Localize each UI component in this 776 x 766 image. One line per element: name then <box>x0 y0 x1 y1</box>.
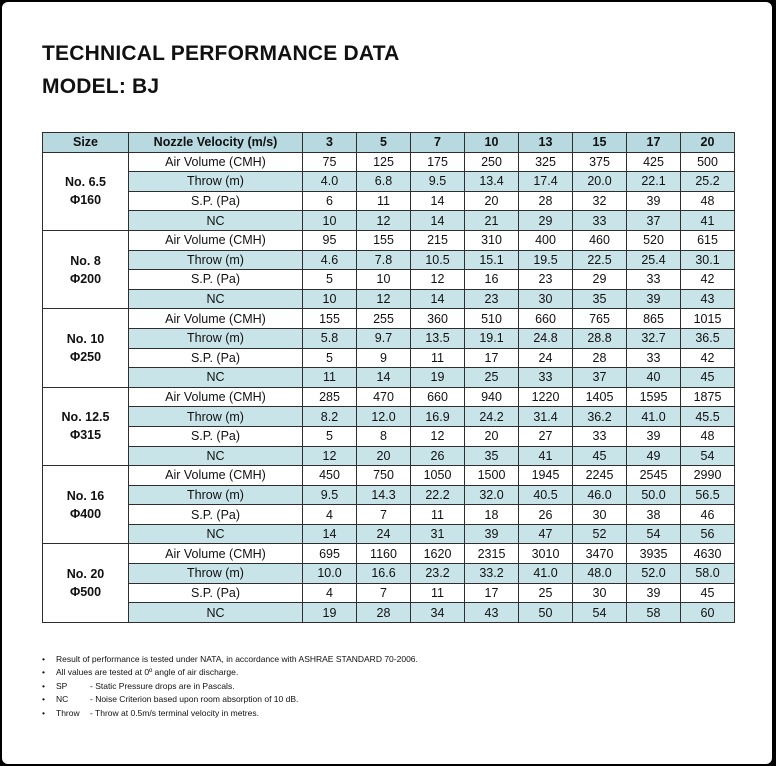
size-number: No. 6.5 <box>65 175 106 190</box>
value-cell: 45.5 <box>681 407 735 427</box>
value-cell: 50 <box>519 603 573 623</box>
value-cell: 16.6 <box>357 564 411 584</box>
value-cell: 24.2 <box>465 407 519 427</box>
value-cell: 42 <box>681 348 735 368</box>
value-cell: 47 <box>519 524 573 544</box>
footnote-item <box>42 653 418 666</box>
value-cell: 9.5 <box>411 172 465 192</box>
value-cell: 4630 <box>681 544 735 564</box>
value-cell: 9.7 <box>357 328 411 348</box>
value-cell: 510 <box>465 309 519 329</box>
size-diameter: Φ400 <box>69 506 102 521</box>
value-cell: 25.4 <box>627 250 681 270</box>
value-cell: 16 <box>465 270 519 290</box>
value-cell: 39 <box>627 289 681 309</box>
value-cell: 23.2 <box>411 564 465 584</box>
value-cell: 940 <box>465 387 519 407</box>
value-cell: 5 <box>303 348 357 368</box>
value-cell: 50.0 <box>627 485 681 505</box>
value-cell: 35 <box>465 446 519 466</box>
value-cell: 520 <box>627 230 681 250</box>
value-cell: 14.3 <box>357 485 411 505</box>
size-diameter: Φ160 <box>69 193 102 208</box>
value-cell: 12 <box>303 446 357 466</box>
value-cell: 24 <box>357 524 411 544</box>
value-cell: 48 <box>681 191 735 211</box>
size-cell <box>43 230 129 308</box>
row-label: S.P. (Pa) <box>129 505 303 525</box>
value-cell: 34 <box>411 603 465 623</box>
header-velocity: 20 <box>681 133 735 153</box>
row-label: NC <box>129 446 303 466</box>
table-row <box>43 152 735 172</box>
table-row <box>43 466 735 486</box>
value-cell: 13.4 <box>465 172 519 192</box>
footnote-abbr: NC <box>56 694 69 705</box>
value-cell: 33 <box>627 348 681 368</box>
value-cell: 31.4 <box>519 407 573 427</box>
value-cell: 215 <box>411 230 465 250</box>
value-cell: 32.7 <box>627 328 681 348</box>
bullet-icon: • <box>42 707 45 718</box>
value-cell: 865 <box>627 309 681 329</box>
table-row <box>43 583 735 603</box>
value-cell: 48 <box>681 426 735 446</box>
value-cell: 25 <box>519 583 573 603</box>
table-row <box>43 309 735 329</box>
table-row <box>43 270 735 290</box>
footnote-item <box>42 680 418 693</box>
value-cell: 41 <box>681 211 735 231</box>
row-label: NC <box>129 211 303 231</box>
row-label: Air Volume (CMH) <box>129 387 303 407</box>
row-label: NC <box>129 603 303 623</box>
value-cell: 11 <box>357 191 411 211</box>
value-cell: 12 <box>357 211 411 231</box>
value-cell: 24.8 <box>519 328 573 348</box>
value-cell: 2315 <box>465 544 519 564</box>
value-cell: 325 <box>519 152 573 172</box>
model-title: MODEL: BJ <box>42 75 160 98</box>
footnote-text: Result of performance is tested under NATA, in accordance with ASHRAE STANDARD 70-2006. <box>56 654 418 664</box>
value-cell: 41.0 <box>627 407 681 427</box>
value-cell: 14 <box>411 211 465 231</box>
value-cell: 1620 <box>411 544 465 564</box>
value-cell: 20 <box>465 191 519 211</box>
value-cell: 11 <box>411 348 465 368</box>
value-cell: 1595 <box>627 387 681 407</box>
value-cell: 6 <box>303 191 357 211</box>
value-cell: 75 <box>303 152 357 172</box>
table-row <box>43 230 735 250</box>
value-cell: 10 <box>357 270 411 290</box>
footnote-item <box>42 666 418 679</box>
document-page <box>2 2 772 764</box>
value-cell: 19 <box>411 368 465 388</box>
value-cell: 13.5 <box>411 328 465 348</box>
value-cell: 52 <box>573 524 627 544</box>
value-cell: 1500 <box>465 466 519 486</box>
size-diameter: Φ500 <box>69 585 102 600</box>
value-cell: 28.8 <box>573 328 627 348</box>
value-cell: 255 <box>357 309 411 329</box>
value-cell: 4 <box>303 583 357 603</box>
value-cell: 27 <box>519 426 573 446</box>
table-row <box>43 446 735 466</box>
value-cell: 12.0 <box>357 407 411 427</box>
table-row <box>43 348 735 368</box>
value-cell: 39 <box>627 426 681 446</box>
value-cell: 43 <box>465 603 519 623</box>
value-cell: 32 <box>573 191 627 211</box>
footnote-text: - Static Pressure drops are in Pascals. <box>90 680 235 691</box>
footnote-abbr: SP <box>56 680 68 691</box>
value-cell: 30 <box>573 505 627 525</box>
value-cell: 1015 <box>681 309 735 329</box>
value-cell: 29 <box>519 211 573 231</box>
table-row <box>43 524 735 544</box>
value-cell: 43 <box>681 289 735 309</box>
value-cell: 695 <box>303 544 357 564</box>
value-cell: 4.6 <box>303 250 357 270</box>
table-row <box>43 172 735 192</box>
value-cell: 310 <box>465 230 519 250</box>
value-cell: 615 <box>681 230 735 250</box>
table-row <box>43 387 735 407</box>
value-cell: 30.1 <box>681 250 735 270</box>
value-cell: 8 <box>357 426 411 446</box>
value-cell: 33.2 <box>465 564 519 584</box>
value-cell: 9 <box>357 348 411 368</box>
size-number: No. 20 <box>66 567 105 582</box>
value-cell: 11 <box>303 368 357 388</box>
value-cell: 22.1 <box>627 172 681 192</box>
value-cell: 23 <box>519 270 573 290</box>
value-cell: 26 <box>519 505 573 525</box>
row-label: S.P. (Pa) <box>129 348 303 368</box>
value-cell: 10 <box>303 289 357 309</box>
table-row <box>43 564 735 584</box>
header-size: Size <box>43 133 129 153</box>
value-cell: 54 <box>573 603 627 623</box>
value-cell: 46.0 <box>573 485 627 505</box>
value-cell: 54 <box>681 446 735 466</box>
value-cell: 54 <box>627 524 681 544</box>
value-cell: 28 <box>519 191 573 211</box>
value-cell: 5 <box>303 426 357 446</box>
value-cell: 14 <box>411 191 465 211</box>
value-cell: 17 <box>465 583 519 603</box>
value-cell: 2245 <box>573 466 627 486</box>
value-cell: 11 <box>411 583 465 603</box>
value-cell: 285 <box>303 387 357 407</box>
value-cell: 4 <box>303 505 357 525</box>
header-velocity: 3 <box>303 133 357 153</box>
table-row <box>43 544 735 564</box>
value-cell: 45 <box>681 583 735 603</box>
value-cell: 7.8 <box>357 250 411 270</box>
row-label: S.P. (Pa) <box>129 426 303 446</box>
value-cell: 37 <box>573 368 627 388</box>
value-cell: 460 <box>573 230 627 250</box>
value-cell: 660 <box>519 309 573 329</box>
size-number: No. 12.5 <box>61 410 110 425</box>
value-cell: 20 <box>465 426 519 446</box>
value-cell: 25 <box>465 368 519 388</box>
size-diameter: Φ315 <box>69 428 102 443</box>
value-cell: 12 <box>411 270 465 290</box>
value-cell: 25.2 <box>681 172 735 192</box>
size-cell <box>43 309 129 387</box>
value-cell: 36.2 <box>573 407 627 427</box>
row-label: Throw (m) <box>129 485 303 505</box>
value-cell: 1160 <box>357 544 411 564</box>
value-cell: 48.0 <box>573 564 627 584</box>
value-cell: 39 <box>627 583 681 603</box>
value-cell: 17 <box>465 348 519 368</box>
size-cell <box>43 152 129 230</box>
table-header-row <box>43 133 735 153</box>
value-cell: 95 <box>303 230 357 250</box>
value-cell: 37 <box>627 211 681 231</box>
header-velocity: 10 <box>465 133 519 153</box>
row-label: S.P. (Pa) <box>129 583 303 603</box>
value-cell: 45 <box>573 446 627 466</box>
size-number: No. 10 <box>66 332 105 347</box>
table-row <box>43 426 735 446</box>
table-row <box>43 407 735 427</box>
header-velocity: 13 <box>519 133 573 153</box>
value-cell: 32.0 <box>465 485 519 505</box>
value-cell: 41 <box>519 446 573 466</box>
row-label: Throw (m) <box>129 250 303 270</box>
value-cell: 19 <box>303 603 357 623</box>
header-velocity: 15 <box>573 133 627 153</box>
value-cell: 39 <box>465 524 519 544</box>
value-cell: 36.5 <box>681 328 735 348</box>
row-label: Air Volume (CMH) <box>129 466 303 486</box>
value-cell: 14 <box>357 368 411 388</box>
value-cell: 28 <box>357 603 411 623</box>
value-cell: 58 <box>627 603 681 623</box>
row-label: Throw (m) <box>129 407 303 427</box>
value-cell: 7 <box>357 505 411 525</box>
footnote-text: - Noise Criterion based upon room absorption of 10 dB. <box>90 694 299 705</box>
row-label: Air Volume (CMH) <box>129 152 303 172</box>
value-cell: 470 <box>357 387 411 407</box>
value-cell: 49 <box>627 446 681 466</box>
bullet-icon: • <box>42 654 45 664</box>
value-cell: 9.5 <box>303 485 357 505</box>
value-cell: 56 <box>681 524 735 544</box>
table-row <box>43 211 735 231</box>
value-cell: 450 <box>303 466 357 486</box>
header-nozzle-velocity: Nozzle Velocity (m/s) <box>129 133 303 153</box>
row-label: Throw (m) <box>129 564 303 584</box>
value-cell: 14 <box>411 289 465 309</box>
value-cell: 425 <box>627 152 681 172</box>
value-cell: 30 <box>519 289 573 309</box>
value-cell: 33 <box>573 211 627 231</box>
value-cell: 750 <box>357 466 411 486</box>
row-label: Throw (m) <box>129 172 303 192</box>
table-row <box>43 191 735 211</box>
value-cell: 360 <box>411 309 465 329</box>
value-cell: 20 <box>357 446 411 466</box>
footnote-item <box>42 707 418 720</box>
value-cell: 15.1 <box>465 250 519 270</box>
value-cell: 3010 <box>519 544 573 564</box>
value-cell: 6.8 <box>357 172 411 192</box>
value-cell: 35 <box>573 289 627 309</box>
value-cell: 10.0 <box>303 564 357 584</box>
value-cell: 500 <box>681 152 735 172</box>
value-cell: 660 <box>411 387 465 407</box>
value-cell: 24 <box>519 348 573 368</box>
size-cell <box>43 387 129 465</box>
value-cell: 3470 <box>573 544 627 564</box>
value-cell: 1220 <box>519 387 573 407</box>
bullet-icon: • <box>42 667 45 678</box>
row-label: Throw (m) <box>129 328 303 348</box>
value-cell: 1050 <box>411 466 465 486</box>
value-cell: 1405 <box>573 387 627 407</box>
value-cell: 33 <box>627 270 681 290</box>
value-cell: 58.0 <box>681 564 735 584</box>
value-cell: 8.2 <box>303 407 357 427</box>
value-cell: 33 <box>519 368 573 388</box>
table-row <box>43 485 735 505</box>
value-cell: 5 <box>303 270 357 290</box>
table-body <box>43 152 735 622</box>
value-cell: 40 <box>627 368 681 388</box>
size-diameter: Φ250 <box>69 350 102 365</box>
footnote-abbr: Throw <box>56 707 80 718</box>
value-cell: 7 <box>357 583 411 603</box>
size-number: No. 8 <box>70 253 101 268</box>
value-cell: 175 <box>411 152 465 172</box>
bullet-icon: • <box>42 694 45 705</box>
value-cell: 400 <box>519 230 573 250</box>
value-cell: 14 <box>303 524 357 544</box>
footnote-text: All values are tested at 0º angle of air discharge. <box>56 667 239 678</box>
value-cell: 10 <box>303 211 357 231</box>
value-cell: 4.0 <box>303 172 357 192</box>
value-cell: 10.5 <box>411 250 465 270</box>
row-label: NC <box>129 289 303 309</box>
value-cell: 40.5 <box>519 485 573 505</box>
value-cell: 155 <box>303 309 357 329</box>
table-row <box>43 603 735 623</box>
value-cell: 45 <box>681 368 735 388</box>
size-cell <box>43 544 129 622</box>
table-row <box>43 250 735 270</box>
value-cell: 16.9 <box>411 407 465 427</box>
value-cell: 31 <box>411 524 465 544</box>
value-cell: 56.5 <box>681 485 735 505</box>
value-cell: 29 <box>573 270 627 290</box>
row-label: NC <box>129 524 303 544</box>
table-row <box>43 328 735 348</box>
value-cell: 5.8 <box>303 328 357 348</box>
value-cell: 125 <box>357 152 411 172</box>
footnote-text: - Throw at 0.5m/s terminal velocity in metres. <box>90 707 259 718</box>
value-cell: 375 <box>573 152 627 172</box>
table-row <box>43 289 735 309</box>
value-cell: 41.0 <box>519 564 573 584</box>
row-label: S.P. (Pa) <box>129 191 303 211</box>
value-cell: 3935 <box>627 544 681 564</box>
value-cell: 33 <box>573 426 627 446</box>
row-label: NC <box>129 368 303 388</box>
header-velocity: 5 <box>357 133 411 153</box>
value-cell: 46 <box>681 505 735 525</box>
value-cell: 1945 <box>519 466 573 486</box>
value-cell: 19.1 <box>465 328 519 348</box>
value-cell: 60 <box>681 603 735 623</box>
value-cell: 28 <box>573 348 627 368</box>
value-cell: 1875 <box>681 387 735 407</box>
value-cell: 17.4 <box>519 172 573 192</box>
value-cell: 22.2 <box>411 485 465 505</box>
value-cell: 250 <box>465 152 519 172</box>
row-label: Air Volume (CMH) <box>129 230 303 250</box>
value-cell: 23 <box>465 289 519 309</box>
value-cell: 765 <box>573 309 627 329</box>
value-cell: 18 <box>465 505 519 525</box>
value-cell: 22.5 <box>573 250 627 270</box>
value-cell: 30 <box>573 583 627 603</box>
value-cell: 42 <box>681 270 735 290</box>
value-cell: 39 <box>627 191 681 211</box>
value-cell: 19.5 <box>519 250 573 270</box>
value-cell: 2545 <box>627 466 681 486</box>
size-diameter: Φ200 <box>69 271 102 286</box>
row-label: S.P. (Pa) <box>129 270 303 290</box>
value-cell: 2990 <box>681 466 735 486</box>
document-title: TECHNICAL PERFORMANCE DATA <box>42 42 400 65</box>
row-label: Air Volume (CMH) <box>129 309 303 329</box>
footnotes <box>42 653 418 720</box>
value-cell: 155 <box>357 230 411 250</box>
footnote-item <box>42 693 418 706</box>
size-number: No. 16 <box>66 488 105 503</box>
value-cell: 21 <box>465 211 519 231</box>
value-cell: 12 <box>411 426 465 446</box>
value-cell: 12 <box>357 289 411 309</box>
size-cell <box>43 466 129 544</box>
row-label: Air Volume (CMH) <box>129 544 303 564</box>
table-row <box>43 368 735 388</box>
value-cell: 20.0 <box>573 172 627 192</box>
value-cell: 26 <box>411 446 465 466</box>
header-velocity: 17 <box>627 133 681 153</box>
value-cell: 52.0 <box>627 564 681 584</box>
bullet-icon: • <box>42 680 45 691</box>
value-cell: 38 <box>627 505 681 525</box>
value-cell: 11 <box>411 505 465 525</box>
table-row <box>43 505 735 525</box>
header-velocity: 7 <box>411 133 465 153</box>
performance-table <box>42 132 735 623</box>
